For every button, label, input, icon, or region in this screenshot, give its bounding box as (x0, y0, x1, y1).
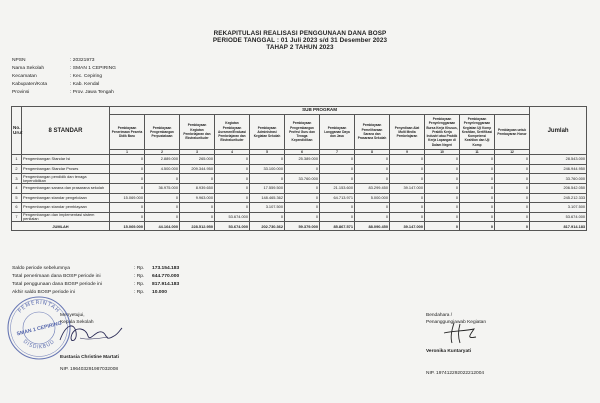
table-cell: 0 (145, 193, 180, 203)
column-number: 10 (425, 150, 460, 155)
stamp-center-text: SMAN 1 CEPIRING (16, 320, 63, 338)
total-cell: 44.164.000 (145, 222, 180, 231)
table-cell: 83.299.450 (355, 184, 390, 194)
summary-row-ending-balance: Akhir saldo BOSP periode ini : Rp. 10.000 (12, 290, 167, 295)
table-row (12, 193, 587, 203)
report-title: REKAPITULASI REALISASI PENGGUNAAN DANA BOSP (213, 30, 387, 37)
total-cell: 202.730.362 (250, 222, 285, 231)
row-number: 4 (12, 184, 22, 194)
row-total: 28.543.000 (530, 155, 587, 165)
sub-program-col-header: Pembiayaan Penyelenggaraan Kegiatan Uji Komp Keahlian, Sertifikasi Kompetensi Keahlian dan Uji Komp (460, 115, 495, 150)
row-total: 206.542.050 (530, 184, 587, 194)
standar-label: Pengembangan standar pembiayaan (22, 203, 110, 213)
info-row-school-name: Nama Sekolah : SMAN 1 CEPIRING (12, 65, 116, 71)
table-cell: 0 (355, 155, 390, 165)
row-total: 33.760.000 (530, 174, 587, 184)
bosp-recap-table (11, 106, 587, 231)
column-number: 1 (110, 150, 145, 155)
table-cell: 0 (390, 164, 425, 174)
table-cell: 0 (180, 174, 215, 184)
column-number: 11 (460, 150, 495, 155)
table-cell: 0 (285, 164, 320, 174)
table-cell: 0 (390, 193, 425, 203)
standar-label: Pengembangan dan implementasi sistem penilaian (22, 212, 110, 222)
principal-nip: NIP. 196403291987032008 (60, 367, 119, 372)
sub-program-col-header: Pembiayaan Pengembangan Profesi Guru dan Tenaga Kependidikan (285, 115, 320, 150)
table-cell: 0 (460, 164, 495, 174)
svg-text:DISDIKBUD (22, 339, 56, 351)
sub-program-col-header: Pembiayaan Penerimaan Peserta Didik Baru (110, 115, 145, 150)
table-cell: 0 (355, 174, 390, 184)
jumlah-header: Jumlah (530, 107, 587, 155)
table-cell: 4.500.000 (145, 164, 180, 174)
table-cell: 15.069.000 (110, 193, 145, 203)
total-cell: 0 (495, 222, 530, 231)
table-row (12, 155, 587, 165)
row-total: 245.212.333 (530, 193, 587, 203)
column-number: 3 (180, 150, 215, 155)
total-cell: 85.867.571 (320, 222, 355, 231)
table-cell: 0 (320, 212, 355, 222)
total-cell: 0 (425, 222, 460, 231)
table-cell: 0 (425, 174, 460, 184)
row-number: 5 (12, 193, 22, 203)
table-cell: 0 (110, 184, 145, 194)
treasurer-nip: NIP. 197412292022212004 (426, 371, 485, 376)
table-cell: 0 (460, 184, 495, 194)
table-cell: 0 (110, 155, 145, 165)
table-cell: 17.559.500 (250, 184, 285, 194)
info-row-npsn: NPSN : 20321973 (12, 58, 95, 63)
table-cell: 0 (110, 164, 145, 174)
table-cell: 0 (145, 203, 180, 213)
table-cell: 0 (285, 212, 320, 222)
total-cell: 53.674.000 (215, 222, 250, 231)
table-cell: 33.760.000 (285, 174, 320, 184)
table-cell: 0 (215, 164, 250, 174)
total-cell: 39.147.000 (390, 222, 425, 231)
table-cell: 0 (215, 193, 250, 203)
table-cell: 0 (320, 174, 355, 184)
standar-label: Pengembangan pendidik dan tenaga kependidikan (22, 174, 110, 184)
table-cell: 2.889.000 (145, 155, 180, 165)
column-number: 2 (145, 150, 180, 155)
approval-label: Menyetujui, (60, 313, 85, 318)
table-cell: 0 (250, 212, 285, 222)
column-number: 5 (250, 150, 285, 155)
table-row (12, 184, 587, 194)
table-row (12, 164, 587, 174)
table-cell: 0 (495, 212, 530, 222)
column-number: 8 (355, 150, 390, 155)
total-row (12, 222, 587, 231)
table-cell: 265.000 (180, 155, 215, 165)
table-cell: 0 (215, 184, 250, 194)
table-cell: 0 (110, 174, 145, 184)
summary-row-total-received: Total penerimaan dana BOSP periode ini : Rp. 644.770.000 (12, 274, 180, 279)
table-cell: 0 (495, 174, 530, 184)
table-body (12, 155, 587, 231)
table-cell: 0 (145, 174, 180, 184)
sub-program-col-header: Pembiayaan Pengembangan Perpustakaan (145, 115, 180, 150)
standar-label: Pengembangan sarana dan prasarana sekolah (22, 184, 110, 194)
table-cell: 0 (390, 155, 425, 165)
table-cell: 0 (425, 184, 460, 194)
sub-program-col-header: Pembiayaan untuk Pembayaran Honor (495, 115, 530, 150)
table-cell: 0 (285, 203, 320, 213)
table-cell: 25.389.000 (285, 155, 320, 165)
table-cell: 0 (495, 164, 530, 174)
total-cell: 0 (460, 222, 495, 231)
treasurer-role-line2: Penanggungjawab Kegiatan (426, 320, 487, 325)
row-total: 3.107.500 (530, 203, 587, 213)
table-cell: 0 (355, 203, 390, 213)
table-cell: 0 (460, 193, 495, 203)
row-total: 246.944.950 (530, 164, 587, 174)
table-cell: 0 (355, 212, 390, 222)
table-cell: 21.153.600 (320, 184, 355, 194)
table-cell: 0 (495, 155, 530, 165)
table-cell: 3.107.500 (250, 203, 285, 213)
table-row (12, 174, 587, 184)
table-row (12, 203, 587, 213)
column-number: 7 (320, 150, 355, 155)
table-cell: 0 (285, 193, 320, 203)
table-cell: 36.975.000 (145, 184, 180, 194)
table-cell: 0 (215, 155, 250, 165)
table-cell: 0 (215, 203, 250, 213)
table-cell: 8.939.650 (180, 184, 215, 194)
standar-label: Pengembangan Standar Proses (22, 164, 110, 174)
standar-header: 8 STANDAR (22, 107, 110, 155)
stamp-bottom-text: DISDIKBUD (21, 338, 57, 351)
table-cell: 0 (250, 155, 285, 165)
table-cell: 0 (215, 174, 250, 184)
table-cell: 0 (320, 155, 355, 165)
total-cell: 59.379.000 (285, 222, 320, 231)
table-cell: 0 (180, 212, 215, 222)
standar-label: Pengembangan Standar Isi (22, 155, 110, 165)
no-header: No. Urut (12, 107, 22, 155)
table-cell: 5.000.000 (355, 193, 390, 203)
table-cell: 64.713.971 (320, 193, 355, 203)
table-cell: 0 (355, 164, 390, 174)
table-cell: 209.344.950 (180, 164, 215, 174)
summary-row-total-used: Total penggunaan dana BOSP periode ini : Rp. 817.914.183 (12, 282, 180, 287)
table-cell: 0 (250, 174, 285, 184)
row-total: 53.674.000 (530, 212, 587, 222)
table-cell: 0 (425, 203, 460, 213)
principal-name: Eustasia Christine Martati (60, 355, 119, 360)
table-cell: 53.674.000 (215, 212, 250, 222)
sub-program-col-header: Pembiayaan Kegiatan Pembelajaran dan Ekstrakurikuler (180, 115, 215, 150)
table-cell: 33.100.000 (250, 164, 285, 174)
column-number: 4 (215, 150, 250, 155)
total-cell: 228.512.950 (180, 222, 215, 231)
table-cell: 0 (425, 212, 460, 222)
table-cell: 0 (425, 155, 460, 165)
table-cell: 0 (390, 212, 425, 222)
table-cell: 148.465.362 (250, 193, 285, 203)
stamp-top-text: PEMERINTAH (17, 299, 61, 315)
table-cell: 0 (460, 155, 495, 165)
column-number: 9 (390, 150, 425, 155)
table-cell: 9.963.000 (180, 193, 215, 203)
table-cell: 0 (180, 203, 215, 213)
row-number: 6 (12, 203, 22, 213)
balance-summary (12, 265, 179, 297)
table-cell: 0 (425, 164, 460, 174)
row-number: 7 (12, 212, 22, 222)
report-stage: TAHAP 2 TAHUN 2023 (266, 44, 334, 51)
treasurer-role-line1: Bendahara / (426, 313, 453, 318)
table-cell: 0 (460, 174, 495, 184)
sub-program-col-header: Pembiayaan Langganan Daya dan Jasa (320, 115, 355, 150)
total-label: JUMLAH (12, 222, 110, 231)
table-cell: 0 (110, 212, 145, 222)
sub-program-header: SUB PROGRAM (110, 107, 530, 115)
standar-label: Pengembangan standar pengelolaan (22, 193, 110, 203)
table-cell: 0 (145, 212, 180, 222)
table-cell: 0 (285, 184, 320, 194)
table-cell: 0 (495, 203, 530, 213)
table-cell: 0 (320, 164, 355, 174)
table-cell: 0 (110, 203, 145, 213)
sub-program-col-header: Kegiatan Pembiayaan Asesmen/Evaluasi Pembelajaran dan Ekstrakurikuler (215, 115, 250, 150)
column-number: 12 (495, 150, 530, 155)
table-cell: 0 (495, 193, 530, 203)
sub-program-col-header: Pembiayaan Administrasi Kegiatan Sekolah (250, 115, 285, 150)
table-cell: 0 (460, 212, 495, 222)
row-number: 2 (12, 164, 22, 174)
table-cell: 0 (390, 203, 425, 213)
principal-handwritten-signature (56, 318, 126, 348)
info-row-regency: Kabupaten/Kota : Kab. Kendal (12, 81, 100, 87)
sub-program-col-header: Pembiayaan Pemeliharaan Sarana dan Prasarana Sekolah (355, 115, 390, 150)
row-number: 3 (12, 174, 22, 184)
total-cell: 88.090.450 (355, 222, 390, 231)
table-cell: 0 (390, 174, 425, 184)
report-period: PERIODE TANGGAL : 01 Juli 2023 s/d 31 Desember 2023 (212, 37, 388, 44)
table-cell: 0 (425, 193, 460, 203)
school-info (12, 57, 116, 97)
table-row (12, 212, 587, 222)
principal-role: Kepala Sekolah (60, 320, 94, 325)
table-cell: 0 (495, 184, 530, 194)
table-cell: 39.147.000 (390, 184, 425, 194)
treasurer-handwritten-signature (440, 321, 480, 345)
table-cell: 0 (320, 203, 355, 213)
table-cell: 0 (460, 203, 495, 213)
sub-program-col-header: Pembiayaan Penyelenggaraan Bursa Kerja Khusus, Praktik Kerja Industri atau Praktik Kerja Lapangan di Dalam Negeri (425, 115, 460, 150)
info-row-province: Provinsi : Prov. Jawa Tengah (12, 89, 114, 95)
column-number: 6 (285, 150, 320, 155)
sub-program-col-header: Penyediaan Alat Multi Media Pembelajaran (390, 115, 425, 150)
total-cell: 15.069.000 (110, 222, 145, 231)
summary-row-previous-balance: Saldo periode sebelumnya : Rp. 173.154.183 (12, 266, 180, 271)
row-number: 1 (12, 155, 22, 165)
treasurer-name: Veronika Kuntaryati (426, 349, 472, 354)
grand-total: 817.914.183 (530, 222, 587, 231)
info-row-district: Kecamatan : Kec. Cepiring (12, 73, 103, 79)
